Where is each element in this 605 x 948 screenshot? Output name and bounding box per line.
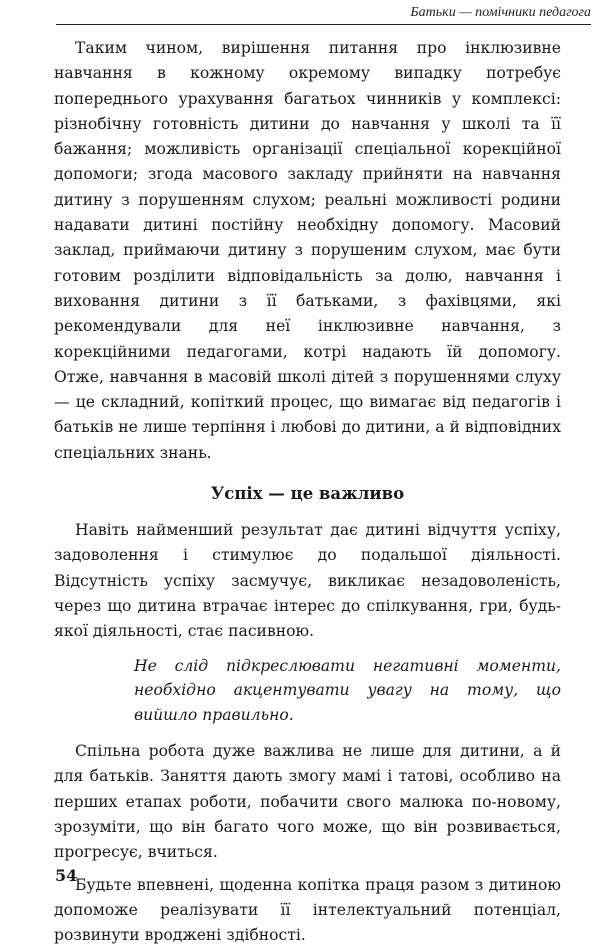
paragraph-daily-work: Будьте впевнені, щоденна копітка праця разом з дитиною допоможе реалізувати її інтелектуальний потенціал, розвинути вроджені здібності.: [54, 875, 561, 945]
page-number: 54: [55, 866, 78, 885]
paragraph-joint-work: Спільна робота дуже важлива не лише для дитини, а й для батьків. Заняття дають змогу мамі і татові, особливо на перших етапах роботи, побачити свого малюка по-новому, зрозуміти, що він багато чого може, що він розвивається, прогресує, вчиться.: [54, 742, 561, 862]
running-head: Батьки — помічники педагога: [56, 4, 591, 25]
paragraph-inclusive-education: Таким чином, вирішення питання про інклюзивне навчання в кожному окремому випадку потребує попереднього урахування багатьох чинників у комплексі: різнобічну готовність дитини до навчання у школі та її бажання; можливість організації спеціальної корекційної допомоги; згода масового закладу прийняти на навчання дитину з порушенням слухом; реальні можливості родини надавати дитині постійну необхідну допомогу. Масовий заклад, приймаючи дитину з порушеним слухом, має бути готовим розділити відповідальність за долю, навчання і виховання дитини з її батьками, з фахівцями, які рекомендували для неї інклюзивне навчання, з корекційними педагогами, котрі надають їй допомогу. Отже, навчання в масовій школі дітей з порушеннями слуху — це складний, копіткий процес, що вимагає від педагогів і батьків не лише терпіння і любові до дитини, а й відповідних спеціальних знань.: [54, 39, 561, 462]
section-heading: Успіх — це важливо: [210, 484, 405, 504]
page-content: [54, 36, 561, 948]
italic-note: Не слід підкреслювати негативні моменти, необхідно акцентувати увагу на тому, що вийшло правильно.: [134, 656, 561, 724]
paragraph-success: Навіть найменший результат дає дитині відчуття успіху, задоволення і стимулює до подальшої діяльності. Відсутність успіху засмучує, викликає незадоволеність, через що дитина втрачає інтерес до спілкування, гри, будь-якої діяльності, стає пасивною.: [54, 521, 561, 641]
